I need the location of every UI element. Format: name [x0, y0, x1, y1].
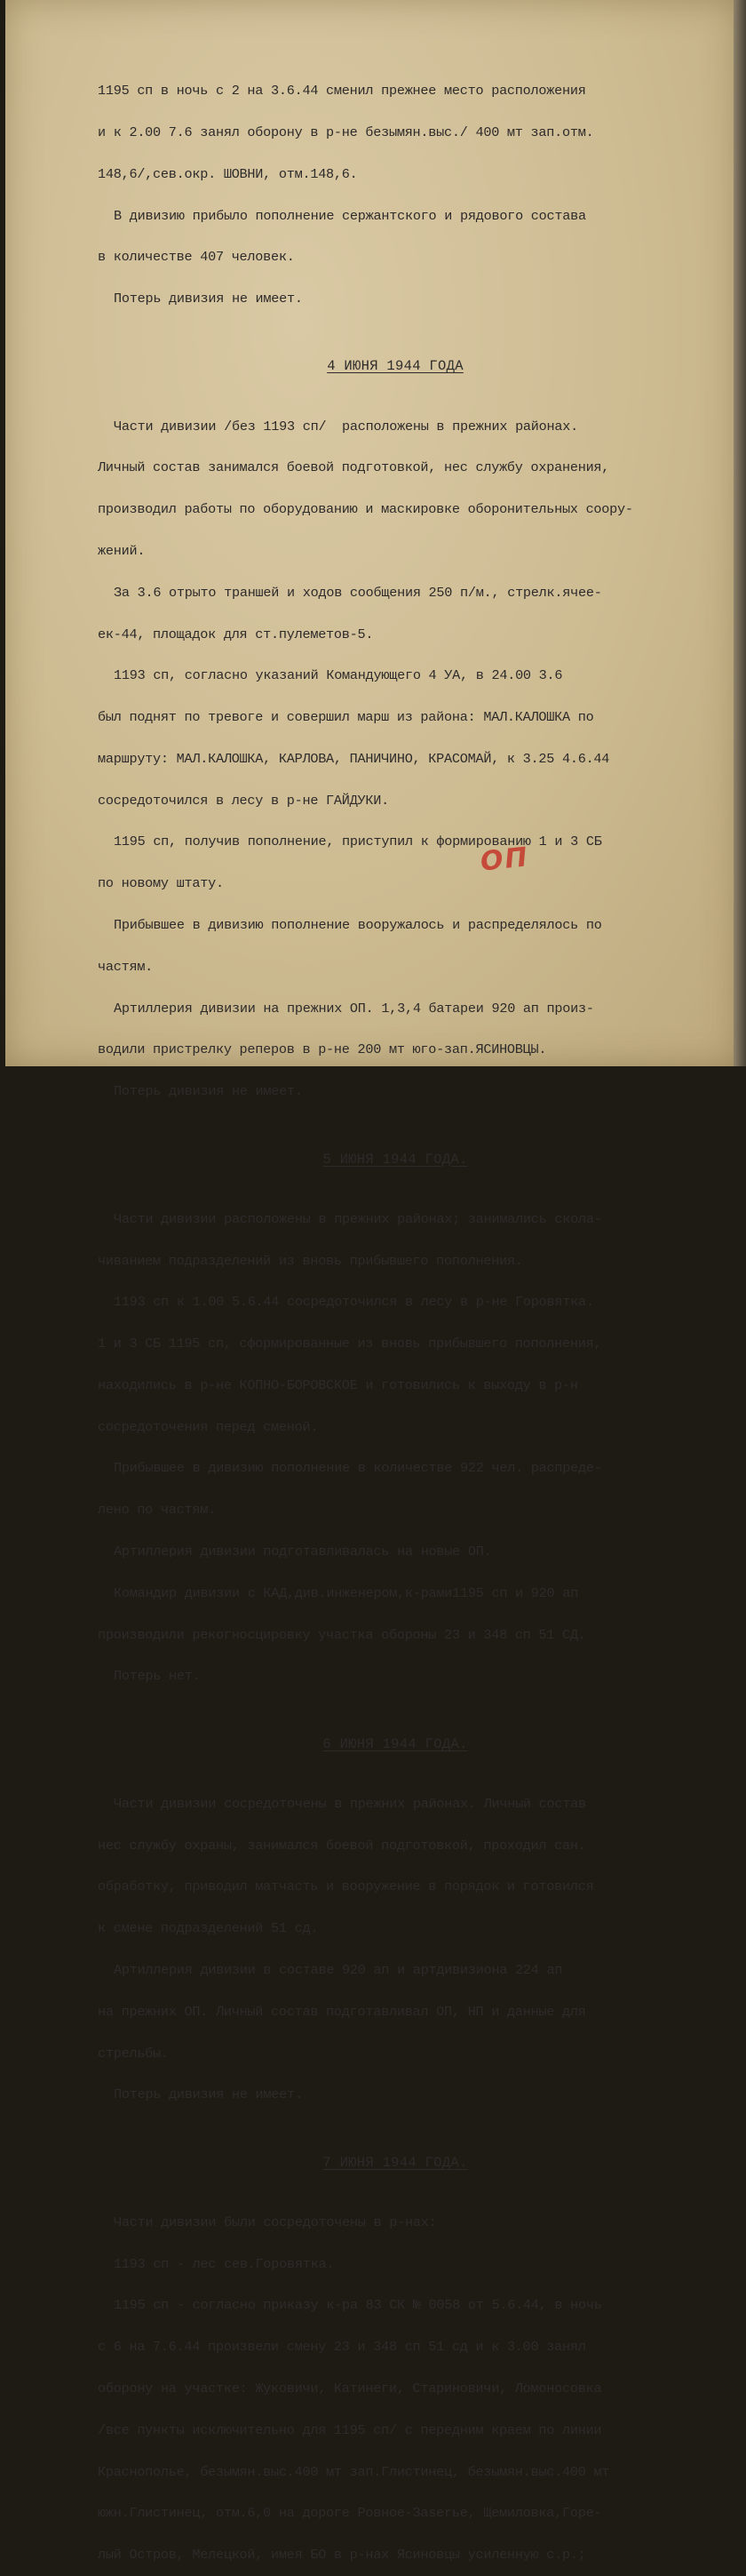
text-line: сосредоточения перед сменой. [98, 1418, 319, 1435]
text-line: Командир дивизии с КАД,див.инженером,к-рами1195 сп и 920 ап [114, 1584, 578, 1601]
text-line: водили пристрелку реперов в р-не 200 мт юго-зап.ЯСИНОВЦЫ. [98, 1041, 547, 1058]
date-heading-june-6: 6 ИЮНЯ 1944 ГОДА. [322, 1735, 468, 1752]
text-line: ек-44, площадок для ст.пулеметов-5. [98, 626, 374, 642]
text-line: Артиллерия дивизии на прежних ОП. 1,3,4 батареи 920 ап произ- [114, 1000, 594, 1017]
text-line: на прежних ОП. Личный состав подготавливал ОП, НП и данные для [98, 2003, 586, 2020]
document-body [98, 57, 728, 2576]
text-line: жений. [98, 543, 146, 559]
text-line: За 3.6 отрыто траншей и ходов сообщения 250 п/м., стрелк.ячее- [114, 584, 602, 601]
text-line: /все пункты исключительно для 1195 сп/ с передним краем по линии [98, 2421, 602, 2438]
text-line: 1195 сп в ночь с 2 на 3.6.44 сменил прежнее место расположения [98, 83, 586, 100]
text-line: Краснополье, безымян.выс.400 мт зап.Глистинец, безымян.выс.400 мт [98, 2463, 610, 2480]
text-line: производили рекогносцировку участка обороны 23 и 348 сп 51 СД. [98, 1626, 586, 1643]
text-line: 148,6/,сев.окр. ШОВНИ, отм.148,6. [98, 165, 358, 182]
text-line: 1 и 3 СБ 1195 сп, сформированные из вновь прибывшего пополнения, [98, 1336, 602, 1352]
date-heading-june-7: 7 ИЮНЯ 1944 ГОДА. [322, 2154, 468, 2171]
scan-edge [734, 0, 746, 1066]
text-line: был поднят по тревоге и совершил марш из района: МАЛ.КАЛОШКА по [98, 709, 594, 726]
text-line: оборону на участке: Жуковичи, Катинеги, Стариновичи, Ломоносовка [98, 2381, 602, 2397]
text-line: Потерь нет. [114, 1668, 201, 1685]
text-line: сосредоточился в лесу в р-не ГАЙДУКИ. [98, 792, 389, 809]
text-line: находились в р-не КОПНО-БОРОВСКОЕ и готовились к выходу в р-н [98, 1376, 578, 1393]
text-line: Части дивизии расположены в прежних районах; занимались скола- [114, 1210, 602, 1227]
text-line: нес службу охраны, занимался боевой подготовкой, проходил сан. [98, 1837, 586, 1854]
text-line: В дивизию прибыло пополнение сержантского и рядового состава [114, 207, 586, 224]
text-line: южн.Глистинец, отм.6,0 на дороге Ровное-Заserье, Щемиловка,Горе- [98, 2505, 602, 2522]
text-line: к смене подразделений 51 сд. [98, 1920, 319, 1937]
date-heading-june-5: 5 ИЮНЯ 1944 ГОДА. [322, 1151, 468, 1168]
text-line: Потерь дивизия не имеет. [114, 291, 303, 307]
text-line: 1193 сп - лес сев.Горовятка. [114, 2255, 335, 2272]
text-line: Части дивизии сосредоточены в прежних районах. Личный состав [114, 1795, 586, 1812]
text-line: Артиллерия дивизии подготавливалась на новые ОП. [114, 1543, 492, 1559]
text-line: Артиллерия дивизии в составе 920 ап и артдивизиона 224 ап [114, 1962, 563, 1978]
text-line: Прибывшее в дивизию пополнение в количестве 922 чел. распреде- [114, 1460, 602, 1477]
text-line: по новому штату. [98, 875, 224, 892]
text-line: 1193 сп, согласно указаний Командующего 4 УА, в 24.00 3.6 [114, 667, 563, 684]
text-line: производил работы по оборудованию и маскировке оборонительных соору- [98, 501, 633, 518]
text-line: чиванием подразделений из вновь прибывшего пополнения. [98, 1252, 523, 1269]
text-line: Части дивизии были сосредоточены в р-нах: [114, 2213, 437, 2230]
text-line: обработку, приводил матчасть и вооружение в порядок и готовился [98, 1878, 594, 1895]
text-line: Части дивизии /без 1193 сп/ расположены в прежних районах. [114, 418, 578, 435]
date-heading-june-4: 4 ИЮНЯ 1944 ГОДА [327, 358, 464, 375]
text-line: лено по частям. [98, 1502, 216, 1519]
text-line: Прибывшее в дивизию пополнение вооружалось и распределялось по [114, 917, 602, 934]
text-line: стрельбы. [98, 2045, 169, 2062]
text-line: маршруту: МАЛ.КАЛОШКА, КАРЛОВА, ПАНИЧИНО, КРАСОМАЙ, к 3.25 4.6.44 [98, 750, 610, 767]
text-line: лый Остров, Мелецкой, имея БО в р-нах Ясиновцы усиленную с.р.; [98, 2547, 586, 2564]
text-line: и к 2.00 7.6 занял оборону в р-не безымян.выс./ 400 мт зап.отм. [98, 124, 594, 140]
text-line: в количестве 407 человек. [98, 249, 295, 266]
text-line: Потерь дивизия не имеет. [114, 1083, 303, 1100]
text-line: частям. [98, 958, 154, 975]
text-line: 1195 сп, получив пополнение, приступил к формированию 1 и 3 СБ [114, 833, 602, 850]
red-handwritten-mark: ОП [479, 841, 531, 878]
text-line: 1193 сп к 1.00 5.6.44 сосредоточился в лесу в р-не Горовятка. [114, 1294, 594, 1311]
text-line: Личный состав занимался боевой подготовкой, нес службу охранения, [98, 459, 610, 476]
text-line: Потерь дивизия не имеет. [114, 2086, 303, 2103]
text-line: с 6 на 7.6.44 произвели смену 23 и 348 сп 51 сд и к 3.00 занял [98, 2339, 586, 2356]
text-line: 1195 сп - согласно приказу к-ра 83 СК № 0058 от 5.6.44, в ночь [114, 2297, 602, 2314]
